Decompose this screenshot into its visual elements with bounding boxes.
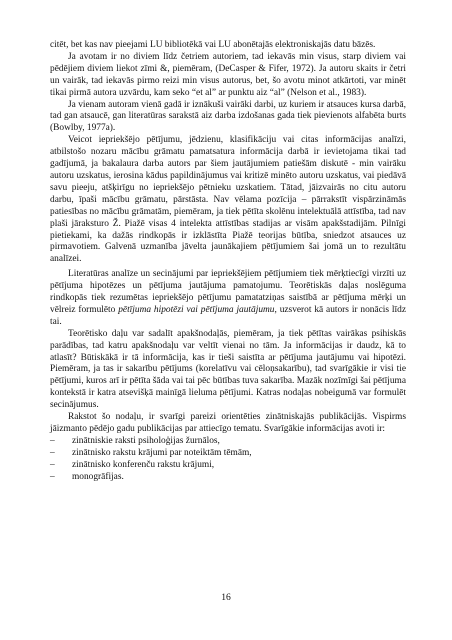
list-item-text: zinātnisko rakstu krājumi par noteiktām tēmām, [72,447,252,458]
paragraph-1: citēt, bet kas nav pieejami LU bibliotēkā vai LU abonētajās elektroniskajās datu bāzēs. [50,40,376,50]
page-body [50,40,406,484]
list-item-text: monogrāfijas. [72,471,124,482]
bullet-dash: – [50,471,55,482]
paragraph-5-tail: , uzsverot kā autors ir nonācis līdz tai. [50,304,406,327]
list-item [50,460,406,472]
list-item [50,436,406,448]
page-number: 16 [221,592,231,603]
paragraph-2: Ja avotam ir no diviem līdz četriem autoriem, tad iekavās min visus, starp diviem vai pēdējiem diviem liekot zīmi &, piemēram, (DeCasper & Fifer, 1972). Ja autoru skaits ir četri un vairāk, tad iekavās pirmo reizi min visus autorus, bet, šo avotu minot atkārtoti, var minēt tikai pirmā autora uzvārdu, kam seko “et al” ar punktu aiz “al” (Nelson et al., 1983). [50,51,406,98]
list-item-text: zinātnisko konferenču rakstu krājumi, [72,459,215,470]
list-item [50,472,406,484]
paragraph-3: Ja vienam autoram vienā gadā ir iznākuši vairāki darbi, uz kuriem ir atsauces kursa darbā, tad gan atsaucē, gan literatūras sarakstā aiz darba izdošanas gada tiek pievienots alfabēta burts (Bowlby, 1977a). [50,99,406,134]
paragraph-4: Veicot iepriekšējo pētījumu, jēdzienu, klasifikāciju vai citas informācijas analīzi, atbilstošo nozaru mācību grāmatu pamatsatura informācija darbā ir ievietojama tikai tad gadījumā, ja bakalaura darba autors par šiem jautājumiem patiešām diskutē - min vairāku autoru uzskatus, ierosina kādus papildinājumus vai kritizē minēto autoru uzskatus, vai piedāvā savu pieeju, atšķirīgu no iepriekšējo pētnieku uzskatiem. Tātad, jāizvairās no citu autoru darbu, īpaši mācību grāmatu, pārstāsta. Nav vēlama pozīcija – pārrakstīt vispārzināmās patiesības no mācību grāmatām, piemēram, ja tiek pētīta skolēnu intelektuālā attīstība, tad nav plaši jāraksturo Ž. Piažē visas 4 intelekta attīstības stadijas ar visām apakšstadijām. Pilnīgi pietiekami, ka dažās rindkopās ir izklāstīta Piažē teorijas būtība, sniedzot atsauces uz pirmavotiem. Galvenā uzmanība jāvelta jaunākajiem pētījumiem šai jomā un to rezultātu analīzei. [50,135,406,265]
paragraph-6: Teorētisko daļu var sadalīt apakšnodaļās, piemēram, ja tiek pētītas vairākas psihiskās parādības, tad katru apakšnodaļu var veltīt vienai no tām. Ja informācijas ir daudz, kā to atlasīt? Būtiskākā ir tā informācija, kas ir tieši saistīta ar pētījuma jautājumu vai hipotēzi. Piemēram, ja tas ir sakarību pētījums (korelatīvu vai cēloņsakarību), tad svarīgākie ir visi tie pētījumi, kuros arī ir pētīta šāda vai tai pēc būtības tuva sakarība. Mazāk nozīmīgi šai pētījuma kontekstā ir katra atsevišķā mainīgā lieluma pētījumi. Katras nodaļas nobeigumā var formulēt secinājumus. [50,328,406,411]
paragraph-7: Rakstot šo nodaļu, ir svarīgi pareizi orientēties zinātniskajās publikācijās. Vispirms jāizmanto pēdējo gadu publikācijas par attiecīgo tematu. Svarīgākie informācijas avoti ir: [50,412,406,434]
bullet-dash: – [50,435,55,446]
paragraph-5-italic: pētījuma hipotēzi vai pētījuma jautājumu [118,304,275,315]
bullet-dash: – [50,459,55,470]
bullet-dash: – [50,447,55,458]
list-item-text: zinātniskie raksti psiholoģijas žurnālos, [72,435,220,446]
sources-list [50,436,406,484]
list-item [50,448,406,460]
paragraph-5-text: Literatūras analīze un secinājumi par iepriekšējiem pētījumiem tiek mērķtiecīgi virzīti uz pētījuma hipotēzes un pētījuma jautājuma pamatojumu. Teorētiskās daļas noslēguma rindkopās tiek rezumētas iepriekšējo pētījumu pamatatziņas saistībā ar pētījuma mērķi un vēlreiz formulēto [50,269,406,315]
paragraph-5 [50,269,406,329]
